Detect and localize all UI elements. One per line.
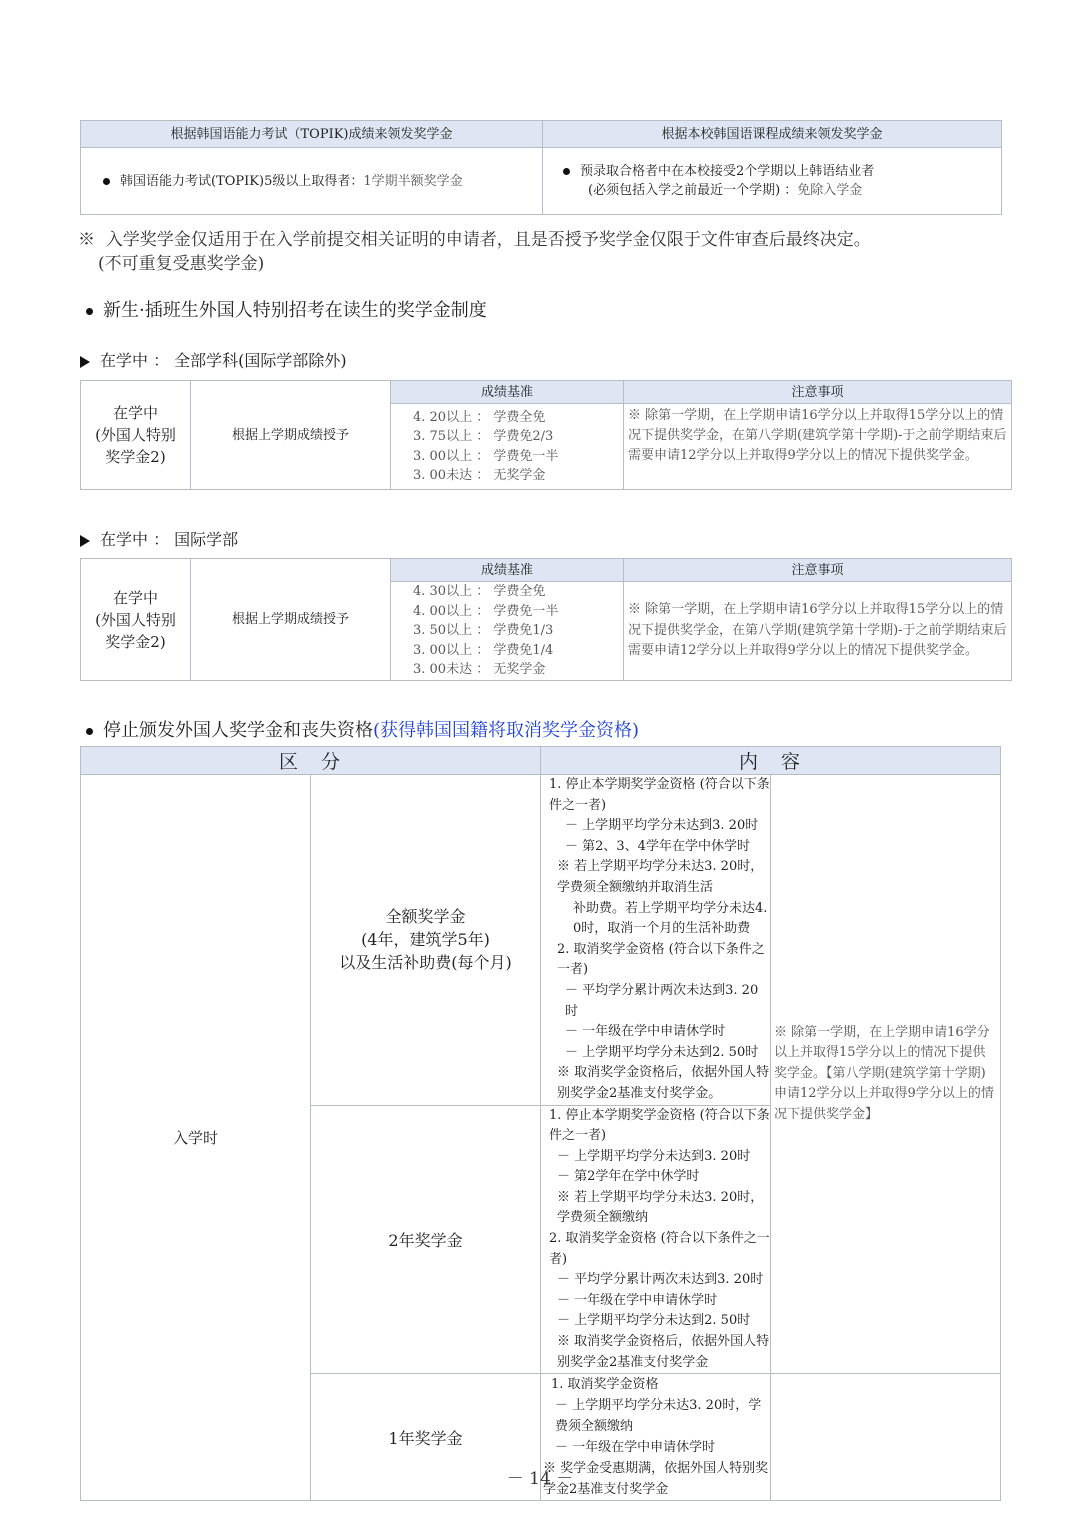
- content-line: 1. 停止本学期奖学金资格 (符合以下条件之一者): [549, 1107, 770, 1144]
- content-line: － 上学期平均学分未达到3. 20时: [565, 818, 759, 834]
- page-number: － 14 －: [506, 1469, 574, 1489]
- bullet-icon: [86, 308, 93, 315]
- type-line: (4年，建筑学5年): [361, 930, 490, 950]
- section-title-text: 新生·插班生外国人特别招考在读生的奖学金制度: [103, 300, 487, 321]
- section-stop-blue-text: (获得韩国国籍将取消奖学金资格): [373, 720, 640, 741]
- label-line: 奖学金2): [105, 448, 166, 466]
- note-mark: ※: [78, 230, 95, 250]
- topik-cell: [81, 148, 543, 215]
- grade-line: 3. 50以上 ： 学费免1/3: [413, 623, 554, 639]
- grade-line: 3. 75以上 ： 学费免2/3: [413, 429, 554, 444]
- block-a-heading-text: 在学中 ： 全部学科(国际学部除外): [100, 351, 347, 370]
- note-line-2: (不可重复受惠奖学金): [98, 254, 265, 274]
- content-line: － 上学期平均学分未达3. 20时，学费须全额缴纳: [555, 1398, 762, 1435]
- content-line: ※ 取消奖学金资格后，依据外国人特别奖学金2基准支付奖学金: [557, 1334, 770, 1370]
- topik-header: 根据韩国语能力考试（TOPIK)成绩来领发奖学金: [81, 121, 543, 148]
- bullet-icon: [103, 178, 110, 185]
- stop-col-content: 内 容: [541, 747, 1001, 775]
- content-line: － 上学期平均学分未达到3. 20时: [557, 1148, 751, 1164]
- content-line: － 第2、3、4学年在学中休学时: [565, 838, 750, 854]
- content-line: － 上学期平均学分未达到2. 50时: [565, 1044, 759, 1060]
- content-line: － 平均学分累计两次未达到3. 20时: [565, 982, 759, 1019]
- content-line: 2. 取消奖学金资格 (符合以下条件之一者): [557, 941, 765, 978]
- section-stop-text: 停止颁发外国人奖学金和丧失资格: [103, 720, 373, 741]
- block-a-grade-header: 成绩基准: [391, 381, 624, 404]
- block-a-basis: 根据上学期成绩授予: [191, 381, 391, 490]
- block-b-grades: [391, 582, 624, 681]
- grade-line: 4. 30以上 ： 学费全免: [413, 584, 546, 600]
- label-line: 在学中: [112, 588, 158, 607]
- block-b-heading-text: 在学中 ： 国际学部: [100, 530, 239, 549]
- content-line: － 一年级在学中申请休学时: [555, 1440, 716, 1456]
- content-line: 2. 取消奖学金资格 (符合以下条件之一者): [549, 1231, 770, 1267]
- content-line: 1. 停止本学期奖学金资格 (符合以下条件之一者): [549, 777, 770, 813]
- block-b-heading: [80, 527, 238, 550]
- grade-line: 4. 00以上 ： 学费免一半: [413, 603, 559, 619]
- content-line: 1. 取消奖学金资格: [551, 1377, 659, 1393]
- two-year-type: 2年奖学金: [311, 1105, 541, 1374]
- label-line: 在学中: [112, 404, 158, 422]
- content-line: － 平均学分累计两次未达到3. 20时: [557, 1272, 764, 1288]
- type-line: 全额奖学金: [385, 907, 466, 927]
- block-a-table: [80, 380, 1012, 490]
- block-a-label: [81, 381, 191, 490]
- block-b-table: [80, 558, 1012, 681]
- stop-side-note: ※ 除第一学期，在上学期申请16学分以上并取得15学分以上的情况下提供奖学金。【第八学期(建筑学第十学期)申请12学分以上并取得9学分以上的情况下提供奖学金】: [771, 775, 1001, 1374]
- content-line: ※ 奖学金受惠期满，依据外国人特别奖学金2基准支付奖学金: [543, 1461, 769, 1498]
- grade-line: 3. 00未达 ： 无奖学金: [413, 662, 546, 678]
- course-header: 根据本校韩国语课程成绩来领发奖学金: [543, 121, 1002, 148]
- content-line: － 第2学年在学中休学时: [557, 1169, 700, 1185]
- block-a-note: ※ 除第一学期，在上学期申请16学分以上并取得15学分以上的情况下提供奖学金，在第八学期(建筑学第十学期)-于之前学期结束后需要申请12学分以上并取得9学分以上的情况下提供奖学金。: [624, 404, 1012, 490]
- content-line: － 上学期平均学分未达到2. 50时: [557, 1313, 751, 1329]
- section-title-stop: [86, 716, 639, 742]
- content-line: ※ 取消奖学金资格后，依据外国人特别奖学金2基准支付奖学金。: [557, 1065, 770, 1101]
- topik-scholarship-table: [80, 120, 1002, 215]
- label-line: 奖学金2): [105, 632, 166, 651]
- stop-row-label: 入学时: [81, 775, 311, 1501]
- block-b-basis: 根据上学期成绩授予: [191, 559, 391, 681]
- block-a-note-header: 注意事项: [624, 381, 1012, 404]
- label-line: (外国人特别: [95, 610, 176, 629]
- course-cell: [543, 148, 1002, 215]
- content-line: 补助费。若上学期平均学分未达4. 0时，取消一个月的生活补助费: [573, 900, 768, 937]
- section-title-new: [86, 296, 487, 322]
- course-condition: 预录取合格者中在本校接受2个学期以上韩语结业者: [580, 164, 875, 179]
- type-line: 以及生活补助费(每个月): [339, 953, 512, 973]
- grade-line: 4. 20以上 ： 学费全免: [413, 409, 546, 425]
- two-year-content: [541, 1105, 771, 1374]
- block-b-note-header: 注意事项: [624, 559, 1012, 582]
- content-line: － 一年级在学中申请休学时: [557, 1292, 718, 1308]
- block-b-grade-header: 成绩基准: [391, 559, 624, 582]
- stop-col-category: 区 分: [81, 747, 541, 775]
- content-line: ※ 若上学期平均学分未达3. 20时，学费须全额缴纳: [557, 1189, 764, 1226]
- course-benefit: 免除入学金: [797, 183, 863, 198]
- full-scholarship-content: [541, 775, 771, 1106]
- bullet-icon: [563, 168, 570, 175]
- bullet-icon: [86, 728, 93, 735]
- full-scholarship-type: [311, 775, 541, 1106]
- one-year-type: 1年奖学金: [311, 1374, 541, 1501]
- content-line: ※ 若上学期平均学分未达3. 20时，学费须全额缴纳并取消生活: [557, 859, 764, 895]
- block-b-note: ※ 除第一学期，在上学期申请16学分以上并取得15学分以上的情况下提供奖学金，在第八学期(建筑学第十学期)-于之前学期结束后需要申请12学分以上并取得9学分以上的情况下提供奖学金。: [624, 582, 1012, 681]
- block-b-label: [81, 559, 191, 681]
- stop-table: [80, 746, 1001, 1501]
- content-line: － 一年级在学中申请休学时: [565, 1024, 726, 1040]
- note-line-1: 入学奖学金仅适用于在入学前提交相关证明的申请者，且是否授予奖学金仅限于文件审查后最终决定。: [105, 230, 871, 250]
- entrance-note: [78, 228, 1038, 276]
- grade-line: 3. 00以上 ： 学费免1/4: [413, 642, 554, 658]
- triangle-icon: [80, 356, 90, 368]
- topik-condition: 韩国语能力考试(TOPIK)5级以上取得者：: [120, 173, 364, 189]
- grade-line: 3. 00未达 ： 无奖学金: [413, 468, 546, 483]
- triangle-icon: [80, 535, 90, 547]
- grade-line: 3. 00以上 ： 学费免一半: [413, 448, 559, 464]
- topik-benefit: 1学期半额奖学金: [363, 173, 463, 189]
- course-condition-detail: (必须包括入学之前最近一个学期) ：: [588, 183, 798, 198]
- label-line: (外国人特别: [95, 426, 176, 444]
- block-a-heading: [80, 348, 347, 371]
- block-a-grades: [391, 404, 624, 490]
